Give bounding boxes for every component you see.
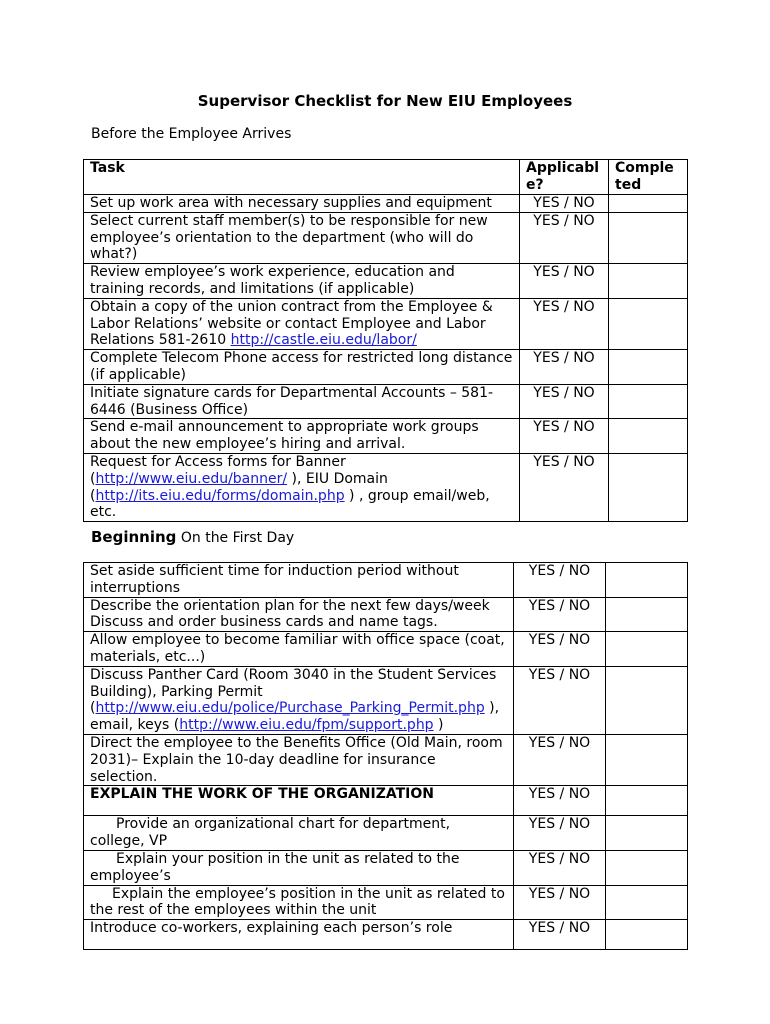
completed-cell[interactable] xyxy=(609,264,688,299)
section-heading-first-day: Beginning On the First Day xyxy=(91,528,295,546)
table-row xyxy=(84,298,688,349)
table-row xyxy=(84,419,688,454)
task-cell: Discuss Panther Card (Room 3040 in the Student Services Building), Parking Permit (http://www.eiu.edu/police/Purchase_Parking_Permit.php ), email, keys (http://www.eiu.edu/fpm/support.php ) xyxy=(84,666,514,734)
parking-permit-link[interactable]: http://www.eiu.edu/police/Purchase_Parking_Permit.php xyxy=(95,700,485,717)
table-row xyxy=(84,885,688,920)
completed-cell[interactable] xyxy=(609,453,688,521)
applicable-cell[interactable]: YES / NO xyxy=(514,734,606,785)
table-row xyxy=(84,195,688,213)
banner-link[interactable]: http://www.eiu.edu/banner/ xyxy=(95,470,288,487)
table-row xyxy=(84,453,688,521)
task-cell: Set up work area with necessary supplies and equipment xyxy=(84,195,520,213)
completed-cell[interactable] xyxy=(609,212,688,263)
applicable-cell[interactable]: YES / NO xyxy=(520,264,609,299)
completed-cell[interactable] xyxy=(606,920,688,950)
checklist-table-before-arrival xyxy=(83,159,688,522)
completed-cell[interactable] xyxy=(606,632,688,667)
table-row xyxy=(84,264,688,299)
completed-cell[interactable] xyxy=(606,563,688,598)
header-applicable: Applicabl e? xyxy=(520,160,609,195)
checklist-table-first-day xyxy=(83,562,688,950)
completed-cell[interactable] xyxy=(606,734,688,785)
completed-cell[interactable] xyxy=(609,350,688,385)
task-cell: Set aside sufficient time for induction period without interruptions xyxy=(84,563,514,598)
table-row xyxy=(84,734,688,785)
task-cell: Direct the employee to the Benefits Office (Old Main, room 2031)– Explain the 10-day deadline for insurance selection. xyxy=(84,734,514,785)
task-cell: Allow employee to become familiar with office space (coat, materials, etc...) xyxy=(84,632,514,667)
table-header-row xyxy=(84,160,688,195)
table-row xyxy=(84,563,688,598)
applicable-cell[interactable]: YES / NO xyxy=(520,419,609,454)
applicable-cell[interactable]: YES / NO xyxy=(514,666,606,734)
applicable-cell[interactable]: YES / NO xyxy=(520,350,609,385)
completed-cell[interactable] xyxy=(606,786,688,816)
task-cell: Request for Access forms for Banner (http://www.eiu.edu/banner/ ), EIU Domain (http://its.eiu.edu/forms/domain.php ) , group email/web, etc. xyxy=(84,453,520,521)
task-cell: Complete Telecom Phone access for restricted long distance (if applicable) xyxy=(84,350,520,385)
section-heading-before-arrival: Before the Employee Arrives xyxy=(91,126,292,142)
applicable-cell[interactable]: YES / NO xyxy=(514,816,606,851)
completed-cell[interactable] xyxy=(609,419,688,454)
table-row xyxy=(84,212,688,263)
completed-cell[interactable] xyxy=(606,885,688,920)
header-task: Task xyxy=(84,160,520,195)
labor-relations-link[interactable]: http://castle.eiu.edu/labor/ xyxy=(230,332,417,349)
task-cell: Initiate signature cards for Departmental Accounts – 581-6446 (Business Office) xyxy=(84,384,520,419)
table-row xyxy=(84,850,688,885)
task-cell: Explain your position in the unit as related to the employee’s xyxy=(84,850,514,885)
task-cell: Introduce co-workers, explaining each person’s role xyxy=(84,920,514,950)
task-cell: EXPLAIN THE WORK OF THE ORGANIZATION xyxy=(84,786,514,816)
task-cell: Describe the orientation plan for the next few days/week Discuss and order business cards and name tags. xyxy=(84,597,514,632)
table-row xyxy=(84,632,688,667)
table-row xyxy=(84,786,688,816)
task-cell: Review employee’s work experience, education and training records, and limitations (if applicable) xyxy=(84,264,520,299)
table-row xyxy=(84,597,688,632)
table-row xyxy=(84,384,688,419)
applicable-cell[interactable]: YES / NO xyxy=(514,632,606,667)
applicable-cell[interactable]: YES / NO xyxy=(520,384,609,419)
applicable-cell[interactable]: YES / NO xyxy=(514,920,606,950)
completed-cell[interactable] xyxy=(606,816,688,851)
completed-cell[interactable] xyxy=(609,195,688,213)
applicable-cell[interactable]: YES / NO xyxy=(514,563,606,598)
table-row xyxy=(84,666,688,734)
applicable-cell[interactable]: YES / NO xyxy=(520,195,609,213)
task-cell: Select current staff member(s) to be responsible for new employee’s orientation to the department (who will do what?) xyxy=(84,212,520,263)
applicable-cell[interactable]: YES / NO xyxy=(520,453,609,521)
completed-cell[interactable] xyxy=(606,666,688,734)
page-title: Supervisor Checklist for New EIU Employees xyxy=(197,92,573,110)
applicable-cell[interactable]: YES / NO xyxy=(514,850,606,885)
domain-link[interactable]: http://its.eiu.edu/forms/domain.php xyxy=(95,487,345,504)
applicable-cell[interactable]: YES / NO xyxy=(514,885,606,920)
table-row xyxy=(84,350,688,385)
task-cell: Send e-mail announcement to appropriate work groups about the new employee’s hiring and arrival. xyxy=(84,419,520,454)
completed-cell[interactable] xyxy=(609,384,688,419)
applicable-cell[interactable]: YES / NO xyxy=(520,298,609,349)
applicable-cell[interactable]: YES / NO xyxy=(514,597,606,632)
applicable-cell[interactable]: YES / NO xyxy=(514,786,606,816)
task-cell: Provide an organizational chart for department, college, VP xyxy=(84,816,514,851)
task-cell: Obtain a copy of the union contract from the Employee & Labor Relations’ website or contact Employee and Labor Relations 581-2610 http://castle.eiu.edu/labor/ xyxy=(84,298,520,349)
completed-cell[interactable] xyxy=(606,850,688,885)
header-completed: Comple ted xyxy=(609,160,688,195)
table-row xyxy=(84,816,688,851)
fpm-support-link[interactable]: http://www.eiu.edu/fpm/support.php xyxy=(179,717,434,734)
applicable-cell[interactable]: YES / NO xyxy=(520,212,609,263)
task-cell: Explain the employee’s position in the unit as related to the rest of the employees within the unit xyxy=(84,885,514,920)
completed-cell[interactable] xyxy=(609,298,688,349)
completed-cell[interactable] xyxy=(606,597,688,632)
table-row xyxy=(84,920,688,950)
